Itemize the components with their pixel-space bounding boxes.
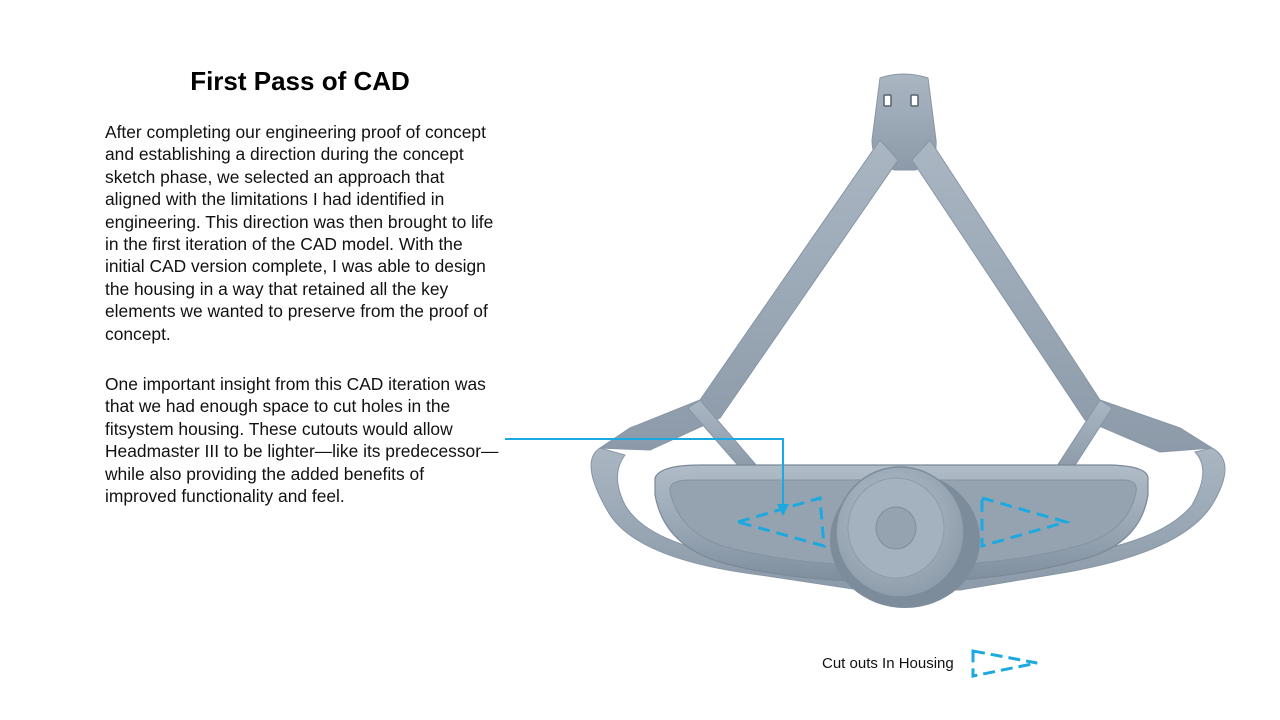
top-slot-left <box>884 95 891 106</box>
right-arm <box>912 140 1212 452</box>
knob-center <box>876 507 916 549</box>
paragraph-insight: One important insight from this CAD iteration was that we had enough space to cut holes in the fitsystem housing. These cutouts would allow Headmaster III to be lighter—like its predecessor—while also providing the added benefits of improved functionality and feel. <box>105 374 499 507</box>
paragraph-intro: After completing our engineering proof of concept and establishing a direction during the concept sketch phase, we selected an approach that aligned with the limitations I had identified in engineering. This direction was then brought to life in the first iteration of the CAD model. With the initial CAD version complete, I was able to design the housing in a way that retained all the key elements we wanted to preserve from the proof of concept. <box>105 122 494 344</box>
left-arm <box>600 140 898 450</box>
legend-label: Cut outs In Housing <box>822 655 954 672</box>
legend-swatch-icon <box>973 651 1037 676</box>
top-slot-right <box>911 95 918 106</box>
page-title: First Pass of CAD <box>190 66 410 96</box>
